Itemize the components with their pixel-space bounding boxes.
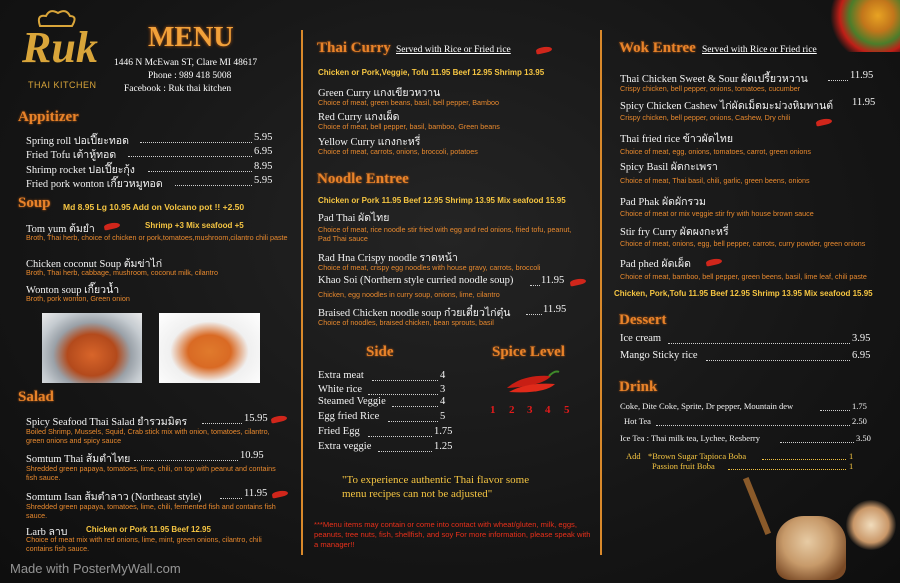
wok-item: Thai Chicken Sweet & Sour ผัดเปรี้ยวหวาน: [620, 74, 808, 85]
side-item: Extra meat: [318, 370, 364, 381]
wok-entree-subtitle: Served with Rice or Fried rice: [702, 45, 817, 55]
drink-item: Hot Tea: [624, 416, 651, 426]
soup-title: Soup: [18, 195, 51, 211]
coconut-soup-desc: Broth, Thai herb, cabbage, mushroom, coconut milk, cilantro: [26, 268, 219, 277]
side-price: 1.25: [434, 441, 453, 452]
papaya-salad-photo: [159, 313, 260, 383]
soup-prices: Md 8.95 Lg 10.95 Add on Volcano pot !! +2.50: [63, 202, 245, 212]
dessert-price: 3.95: [852, 333, 871, 344]
spice-level: 3: [527, 404, 533, 416]
thai-curry-subtitle: Served with Rice or Fried rice: [396, 45, 511, 55]
side-price: 4: [440, 370, 446, 381]
appetizer-price: 6.95: [254, 146, 273, 157]
salad-desc: Shredded green papaya, tomatoes, lime, chili, on top with peanut and contains fish sauce.: [26, 464, 276, 482]
leader-dots: [728, 469, 846, 470]
wok-item: Spicy Basil ผัดกะเพรา: [620, 162, 718, 173]
wok-price: 11.95: [852, 97, 876, 108]
drink-item: Ice Tea : Thai milk tea, Lychee, Resberry: [620, 433, 760, 443]
leader-dots: [368, 394, 438, 395]
side-price: 3: [440, 384, 446, 395]
salad-price: 11.95: [244, 488, 268, 499]
braised-price: 11.95: [543, 304, 567, 315]
wok-item: Pad phed ผัดเผ็ด: [620, 259, 691, 270]
wok-item: Pad Phak ผัดผักรวม: [620, 197, 706, 208]
wok-desc: Choice of meat, bamboo, bell pepper, green beens, basil, lime leaf, chili paste: [620, 272, 867, 281]
leader-dots: [668, 343, 850, 344]
wok-item: Spicy Chicken Cashew ไก่ผัดเม็ดมะม่วงหิมพานต์: [620, 101, 834, 112]
leader-dots: [388, 421, 438, 422]
wok-desc: Crispy chicken, bell pepper, onions, tomatoes, cucumber: [620, 84, 801, 93]
phone: Phone : 989 418 5008: [148, 71, 232, 81]
salad-item: Spicy Seafood Thai Salad ยำรวมมิตร: [26, 417, 188, 428]
authentic-note-line2: menu recipes can not be adjusted": [342, 488, 493, 500]
watermark: Made with PosterMyWall.com: [10, 561, 181, 576]
logo: [14, 8, 114, 96]
salad-price: 15.95: [244, 413, 268, 424]
salad-desc: Boiled Shrimp, Mussels, Squid, Crab stick mix with onion, tomatoes, cilantro, green onions and spicy sauce: [26, 427, 270, 445]
tom-yum-extra: Shrimp +3 Mix seafood +5: [145, 221, 244, 230]
leader-dots: [134, 460, 238, 461]
larb-name: Larb ลาบ: [26, 527, 68, 538]
leader-dots: [175, 185, 252, 186]
add-item: Passion fruit Boba: [652, 461, 715, 471]
dessert-item: Mango Sticky rice: [620, 350, 698, 361]
side-item: Steamed Veggie: [318, 396, 386, 407]
dessert-title: Dessert: [619, 312, 667, 328]
spice-level: 4: [545, 404, 551, 416]
larb-price: Chicken or Pork 11.95 Beef 12.95: [86, 525, 211, 534]
boba-tea-image: [750, 476, 900, 583]
facebook: Facebook : Ruk thai kitchen: [124, 84, 232, 94]
wonton-soup-name: Wonton soup เกี๊ยวน้ำ: [26, 285, 120, 296]
add-price: 1: [849, 461, 854, 471]
wok-desc: Choice of meat or mix veggie stir fry with house brown sauce: [620, 209, 814, 218]
khao-soi-price: 11.95: [541, 275, 565, 286]
drink-item: Coke, Dite Coke, Sprite, Dr pepper, Mountain dew: [620, 401, 794, 411]
add-item: *Brown Sugar Tapioca Boba: [648, 451, 747, 461]
logo-subtitle: THAI KITCHEN: [28, 80, 97, 90]
leader-dots: [202, 423, 242, 424]
leader-dots: [762, 459, 846, 460]
side-price: 5: [440, 411, 446, 422]
noodle-title: Noodle Entree: [317, 171, 409, 187]
spice-level: 2: [509, 404, 515, 416]
appetizer-item: Fried Tofu เต้าหู้ทอด: [26, 150, 117, 161]
pad-thai-desc: Choice of meat, rice noodle stir fried with egg and red onions, fried tofu, peanut, Pad Thai sauce: [318, 225, 572, 243]
salad-price: 10.95: [240, 450, 264, 461]
leader-dots: [372, 380, 438, 381]
drink-price: 1.75: [852, 401, 867, 411]
leader-dots: [780, 442, 854, 443]
khao-soi-desc: Chicken, egg noodles in curry soup, onions, lime, cilantro: [318, 290, 500, 299]
spice-level: 1: [490, 404, 496, 416]
thai-curry-title: Thai Curry: [317, 40, 391, 56]
curry-desc: Choice of meat, carrots, onions, broccoli, potatoes: [318, 147, 478, 156]
drink-title: Drink: [619, 379, 658, 395]
thai-curry-prices: Chicken or Pork,Veggie, Tofu 11.95 Beef 12.95 Shrimp 13.95: [318, 68, 545, 77]
tom-yum-desc: Broth, Thai herb, choice of chicken or pork,tomatoes,mushroom,cilantro chili paste: [26, 233, 288, 242]
tom-yum-name: Tom yum ต้มยำ: [26, 224, 95, 235]
salad-item: Somtum Isan ส้มตำลาว (Northeast style): [26, 492, 202, 503]
column-divider: [301, 30, 303, 555]
vegetables-garnish: [826, 0, 900, 52]
leader-dots: [220, 498, 242, 499]
allergy-note: ***Menu items may contain or come into contact with wheat/gluten, milk, eggs, peanuts, tree nuts, fish, shellfish, and soy For more information, please speak with a manager!!: [314, 520, 591, 549]
drink-price: 3.50: [856, 433, 871, 443]
wonton-soup-desc: Broth, pork wonton, Green onion: [26, 294, 130, 303]
wok-entree-title: Wok Entree: [619, 40, 696, 56]
wok-item: Stir fry Curry ผัดผงกะหรี่: [620, 227, 729, 238]
add-price: 1: [849, 451, 854, 461]
logo-text: Ruk: [22, 23, 98, 72]
chili-pepper-icon: [536, 45, 553, 54]
wok-desc: Crispy chicken, bell pepper, onions, Cashew, Dry chili: [620, 113, 791, 122]
pad-thai-name: Pad Thai ผัดไทย: [318, 213, 390, 224]
rad-na-desc: Choice of meat, crispy egg noodles with house gravy, carrots, broccoli: [318, 263, 541, 272]
leader-dots: [820, 410, 850, 411]
drink-price: 2.50: [852, 416, 867, 426]
wok-item: Thai fried rice ข้าวผัดไทย: [620, 134, 733, 145]
salad-title: Salad: [18, 389, 54, 405]
appetizer-price: 5.95: [254, 132, 273, 143]
appetizer-item: Shrimp rocket ปอเปี๊ยะกุ้ง: [26, 165, 135, 176]
side-item: Extra veggie: [318, 441, 372, 452]
curry-item: Green Curry แกงเขียวหวาน: [318, 88, 441, 99]
spice-level: 5: [564, 404, 570, 416]
spice-level-title: Spice Level: [492, 344, 565, 360]
side-item: Fried Egg: [318, 426, 360, 437]
leader-dots: [530, 285, 540, 286]
appetizer-item: Fried pork wonton เกี๊ยวหมูทอด: [26, 179, 163, 190]
larb-desc: Choice of meat mix with red onions, lime, mint, green onions, cilantro, chili contains fish sauce.: [26, 535, 262, 553]
leader-dots: [140, 142, 252, 143]
wok-desc: Choice of meat, Thai basil, chili, garlic, green beens, onions: [620, 176, 810, 185]
add-label: Add: [626, 451, 641, 461]
chili-pepper-icon: [272, 489, 289, 498]
dessert-item: Ice cream: [620, 333, 662, 344]
chili-pepper-icon: [104, 221, 121, 230]
column-divider: [600, 30, 602, 555]
salad-item: Somtum Thai ส้มตำไทย: [26, 454, 131, 465]
salad-desc: Shredded green papaya, tomatoes, lime, chili, fermented fish and contains fish sauce.: [26, 502, 276, 520]
curry-item: Red Curry แกงเผ็ด: [318, 112, 400, 123]
leader-dots: [368, 436, 432, 437]
noodle-prices: Chicken or Pork 11.95 Beef 12.95 Shrimp 13.95 Mix seafood 15.95: [318, 196, 566, 205]
side-price: 4: [440, 396, 446, 407]
braised-name: Braised Chicken noodle soup ก๋วยเตี๋ยวไก่ตุ๋น: [318, 308, 511, 319]
wok-desc: Choice of meat, egg, onions, tomatoes, carrot, green onions: [620, 147, 811, 156]
leader-dots: [526, 314, 542, 315]
leader-dots: [656, 425, 850, 426]
chili-peppers-icon: [503, 368, 563, 396]
chili-pepper-icon: [706, 257, 723, 266]
rad-na-name: Rad Hna Crispy noodle ราดหน้า: [318, 253, 458, 264]
menu-title: MENU: [148, 22, 234, 53]
dessert-price: 6.95: [852, 350, 871, 361]
appetizer-price: 8.95: [254, 161, 273, 172]
curry-desc: Choice of meat, green beans, basil, bell pepper, Bamboo: [318, 98, 499, 107]
appetizer-item: Spring roll ปอเปี๊ยะทอด: [26, 136, 129, 147]
wok-price: 11.95: [850, 70, 874, 81]
authentic-note-line1: "To experience authentic Thai flavor some: [342, 474, 530, 486]
leader-dots: [706, 360, 850, 361]
coconut-soup-name: Chicken coconut Soup ต้มข่าไก่: [26, 259, 163, 270]
chili-pepper-icon: [271, 414, 288, 423]
side-price: 1.75: [434, 426, 453, 437]
tom-yum-photo: [42, 313, 142, 383]
appetizer-price: 5.95: [254, 175, 273, 186]
appetizer-title: Appitizer: [18, 109, 79, 125]
leader-dots: [828, 80, 848, 81]
leader-dots: [128, 156, 252, 157]
chili-pepper-icon: [570, 277, 587, 286]
leader-dots: [392, 406, 438, 407]
wok-desc: Choice of meat, onions, egg, bell pepper, carrots, curry powder, green onions: [620, 239, 866, 248]
wok-prices: Chicken, Pork,Tofu 11.95 Beef 12.95 Shrimp 13.95 Mix seafood 15.95: [614, 289, 873, 298]
side-item: White rice: [318, 384, 363, 395]
braised-desc: Choice of noodles, braised chicken, bean sprouts, basil: [318, 318, 494, 327]
address: 1446 N McEwan ST, Clare MI 48617: [114, 58, 258, 68]
leader-dots: [148, 171, 252, 172]
khao-soi-name: Khao Soi (Northern style curried noodle soup): [318, 275, 514, 286]
curry-desc: Choice of meat, bell pepper, basil, bamboo, Green beans: [318, 122, 500, 131]
side-title: Side: [366, 344, 394, 360]
curry-item: Yellow Curry แกงกะหรี่: [318, 137, 421, 148]
side-item: Egg fried Rice: [318, 411, 380, 422]
leader-dots: [378, 451, 432, 452]
